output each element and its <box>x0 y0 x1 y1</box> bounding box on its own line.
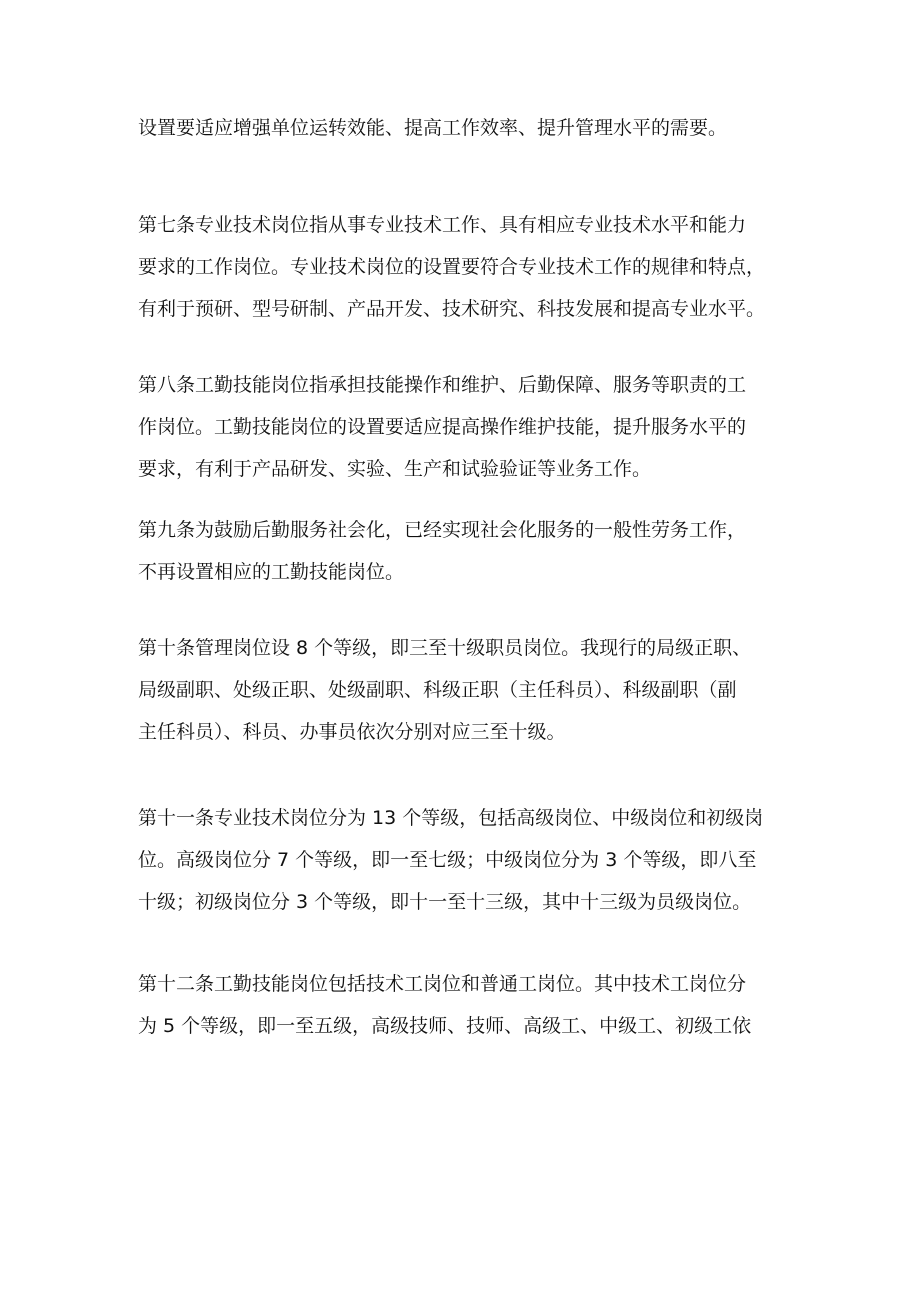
paragraph-article-9 <box>138 509 798 593</box>
paragraph-article-11 <box>138 797 798 923</box>
text-line: 主任科员）、科员、办事员依次分别对应三至十级。 <box>138 721 566 743</box>
paragraph-article-8 <box>138 364 798 490</box>
text-line: 第八条工勤技能岗位指承担技能操作和维护、后勤保障、服务等职责的工 <box>138 374 747 396</box>
text-line: 位。高级岗位分 7 个等级，即一至七级；中级岗位分为 3 个等级，即八至 <box>138 849 757 871</box>
text-line: 局级副职、处级正职、处级副职、科级正职（主任科员）、科级副职（副 <box>138 679 737 701</box>
text-line: 设置要适应增强单位运转效能、提高工作效率、提升管理水平的需要。 <box>138 117 728 139</box>
text-line: 十级；初级岗位分 3 个等级，即十一至十三级，其中十三级为员级岗位。 <box>138 891 752 913</box>
text-line: 为 5 个等级，即一至五级，高级技师、技师、高级工、中级工、初级工依 <box>138 1015 752 1037</box>
text-line: 第十条管理岗位设 8 个等级，即三至十级职员岗位。我现行的局级正职、 <box>138 637 752 659</box>
text-line: 第七条专业技术岗位指从事专业技术工作、具有相应专业技术水平和能力 <box>138 214 747 236</box>
text-line: 第十一条专业技术岗位分为 13 个等级，包括高级岗位、中级岗位和初级岗 <box>138 807 764 829</box>
text-line: 作岗位。工勤技能岗位的设置要适应提高操作维护技能，提升服务水平的 <box>138 416 747 438</box>
text-line: 有利于预研、型号研制、产品开发、技术研究、科技发展和提高专业水平。 <box>138 298 766 320</box>
paragraph-article-10 <box>138 627 798 753</box>
text-line: 第九条为鼓励后勤服务社会化，已经实现社会化服务的一般性劳务工作， <box>138 519 747 541</box>
text-line: 要求，有利于产品研发、实验、生产和试验验证等业务工作。 <box>138 458 652 480</box>
paragraph-article-7 <box>138 204 798 330</box>
paragraph-intro <box>138 107 798 149</box>
text-line: 第十二条工勤技能岗位包括技术工岗位和普通工岗位。其中技术工岗位分 <box>138 973 747 995</box>
text-line: 不再设置相应的工勤技能岗位。 <box>138 561 405 583</box>
text-line: 要求的工作岗位。专业技术岗位的设置要符合专业技术工作的规律和特点， <box>138 256 766 278</box>
paragraph-article-12 <box>138 963 798 1047</box>
